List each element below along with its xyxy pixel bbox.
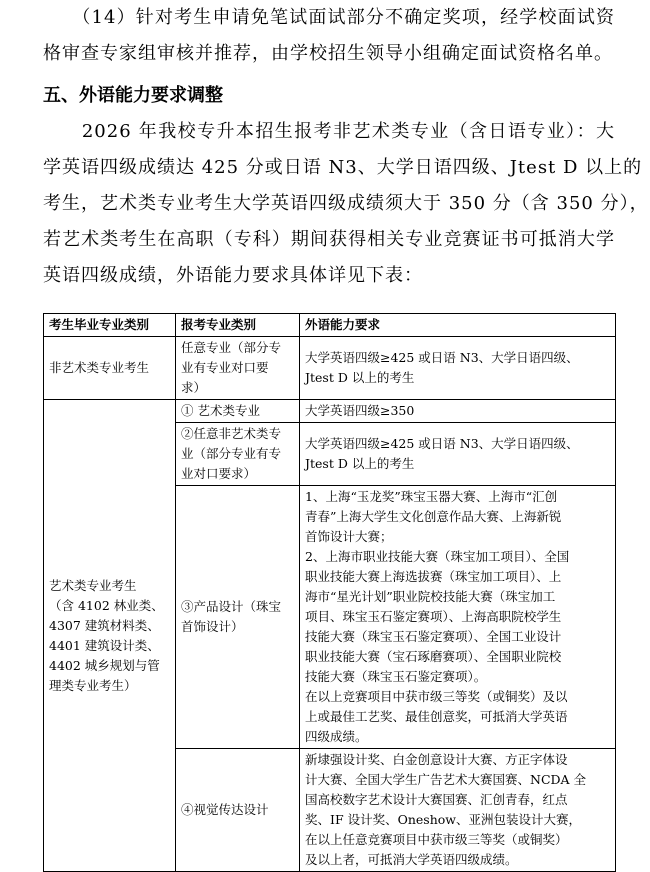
text-line: ②任意非艺术类专 [181,426,282,441]
text-line: 首饰设计大赛； [305,529,393,544]
text-line: 求） [181,380,207,395]
text-line: 业对口要求） [181,466,257,481]
applied-major-cell [176,749,300,872]
text-line: 技能大赛（珠宝玉石鉴定赛项）。 [305,669,487,684]
text-line: Jtest D 以上的考生 [305,370,415,385]
text-line: 奖、IF 设计奖、Oneshow、亚洲包装设计大赛， [305,812,581,827]
text-line: 国高校数字艺术设计大赛国赛、汇创青春，红点 [305,792,568,807]
requirement-cell [300,749,616,872]
text-line: 大学英语四级≥425 或日语 N3、大学日语四级、 [305,436,579,451]
text-line: 计大赛、全国大学生广告艺术大赛国赛、NCDA 全 [305,772,587,787]
text-line: 大学英语四级≥350 [305,403,415,418]
text-line: 在以上竞赛项目中获市级三等奖（或铜奖）及以 [305,689,568,704]
text-line: 考生，艺术类专业考生大学英语四级成绩须大于 350 分（含 350 分）， [43,193,649,214]
requirement-cell [300,423,616,486]
text-line: 首饰设计） [181,619,244,634]
requirement-cell [300,486,616,749]
text-line: 非艺术类专业考生 [49,360,150,375]
text-line: 及以上者，可抵消大学英语四级成绩。 [305,852,518,867]
text-line: 职业技能大赛（宝石琢磨赛项）、全国职业院校 [305,649,562,664]
applied-major-cell [176,486,300,749]
requirement-cell [300,400,616,423]
text-line: 技能大赛（珠宝玉石鉴定赛项）、全国工业设计 [305,629,562,644]
applied-major-cell [176,423,300,486]
applied-major-cell [176,400,300,423]
text-line: 在以上任意竞赛项目中获市级三等奖（或铜奖） [305,832,568,847]
language-requirement-table [43,313,616,872]
header-applied-major: 报考专业类别 [176,314,300,337]
paragraph-language-requirement [43,114,649,294]
text-line: 1、上海“玉龙奖”珠宝玉器大赛、上海市“汇创 [305,489,558,504]
text-line: 2、上海市职业技能大赛（珠宝加工项目）、全国 [305,549,570,564]
table-row [44,337,616,400]
section-heading: 五、外语能力要求调整 [43,85,223,106]
text-line: 上或最佳工艺奖、最佳创意奖，可抵消大学英语 [305,709,568,724]
text-line: 学英语四级成绩达 425 分或日语 N3、大学日语四级、Jtest D 以上的 [43,157,643,178]
text-line: （14）针对考生申请免笔试面试部分不确定奖项，经学校面试资 [43,7,615,28]
text-line: 4307 建筑材料类、 [49,617,160,633]
text-line: 业有专业对口要 [181,360,269,375]
text-line: ④视觉传达设计 [181,802,269,817]
text-line: 格审查专家组审核并推荐，由学校招生领导小组确定面试资格名单。 [43,43,613,64]
text-line: ① 艺术类专业 [181,403,260,418]
paragraph-interview-qualification [43,0,615,72]
text-line: 2026 年我校专升本招生报考非艺术类专业（含日语专业）：大 [43,121,615,142]
text-line: 英语四级成绩，外语能力要求具体详见下表： [43,265,423,286]
text-line: （含 4102 林业类、 [49,597,164,613]
text-line: 大学英语四级≥425 或日语 N3、大学日语四级、 [305,350,579,365]
text-line: 职业技能大赛上海选拔赛（珠宝加工项目）、上 [305,569,562,584]
header-graduate-category: 考生毕业专业类别 [44,314,176,337]
text-line: 理类专业考生） [49,677,137,693]
header-language-requirement: 外语能力要求 [300,314,616,337]
text-line: 项目、珠宝玉石鉴定赛项）、上海高职院校学生 [305,609,562,624]
table-header-row [44,314,616,337]
requirement-cell [300,337,616,400]
text-line: 4402 城乡规划与管 [49,657,160,673]
text-line: 若艺术类考生在高职（专科）期间获得相关专业竞赛证书可抵消大学 [43,229,615,250]
applied-major-cell [176,337,300,400]
text-line: 新埭强设计奖、白金创意设计大赛、方正字体设 [305,752,568,767]
text-line: 海市“星光计划”职业院校技能大赛（珠宝加工 [305,589,556,604]
text-line: 4401 建筑设计类、 [49,637,160,653]
text-line: ③产品设计（珠宝 [181,599,282,614]
graduate-category-cell [44,400,176,872]
text-line: Jtest D 以上的考生 [305,456,415,471]
graduate-category-cell [44,337,176,400]
text-line: 业（部分专业有专 [181,446,282,461]
table-row [44,400,616,423]
text-line: 青春”上海大学生文化创意作品大赛、上海新锐 [305,509,562,524]
text-line: 艺术类专业考生 [49,577,137,593]
text-line: 任意专业（部分专 [181,340,282,355]
text-line: 四级成绩。 [305,729,368,744]
